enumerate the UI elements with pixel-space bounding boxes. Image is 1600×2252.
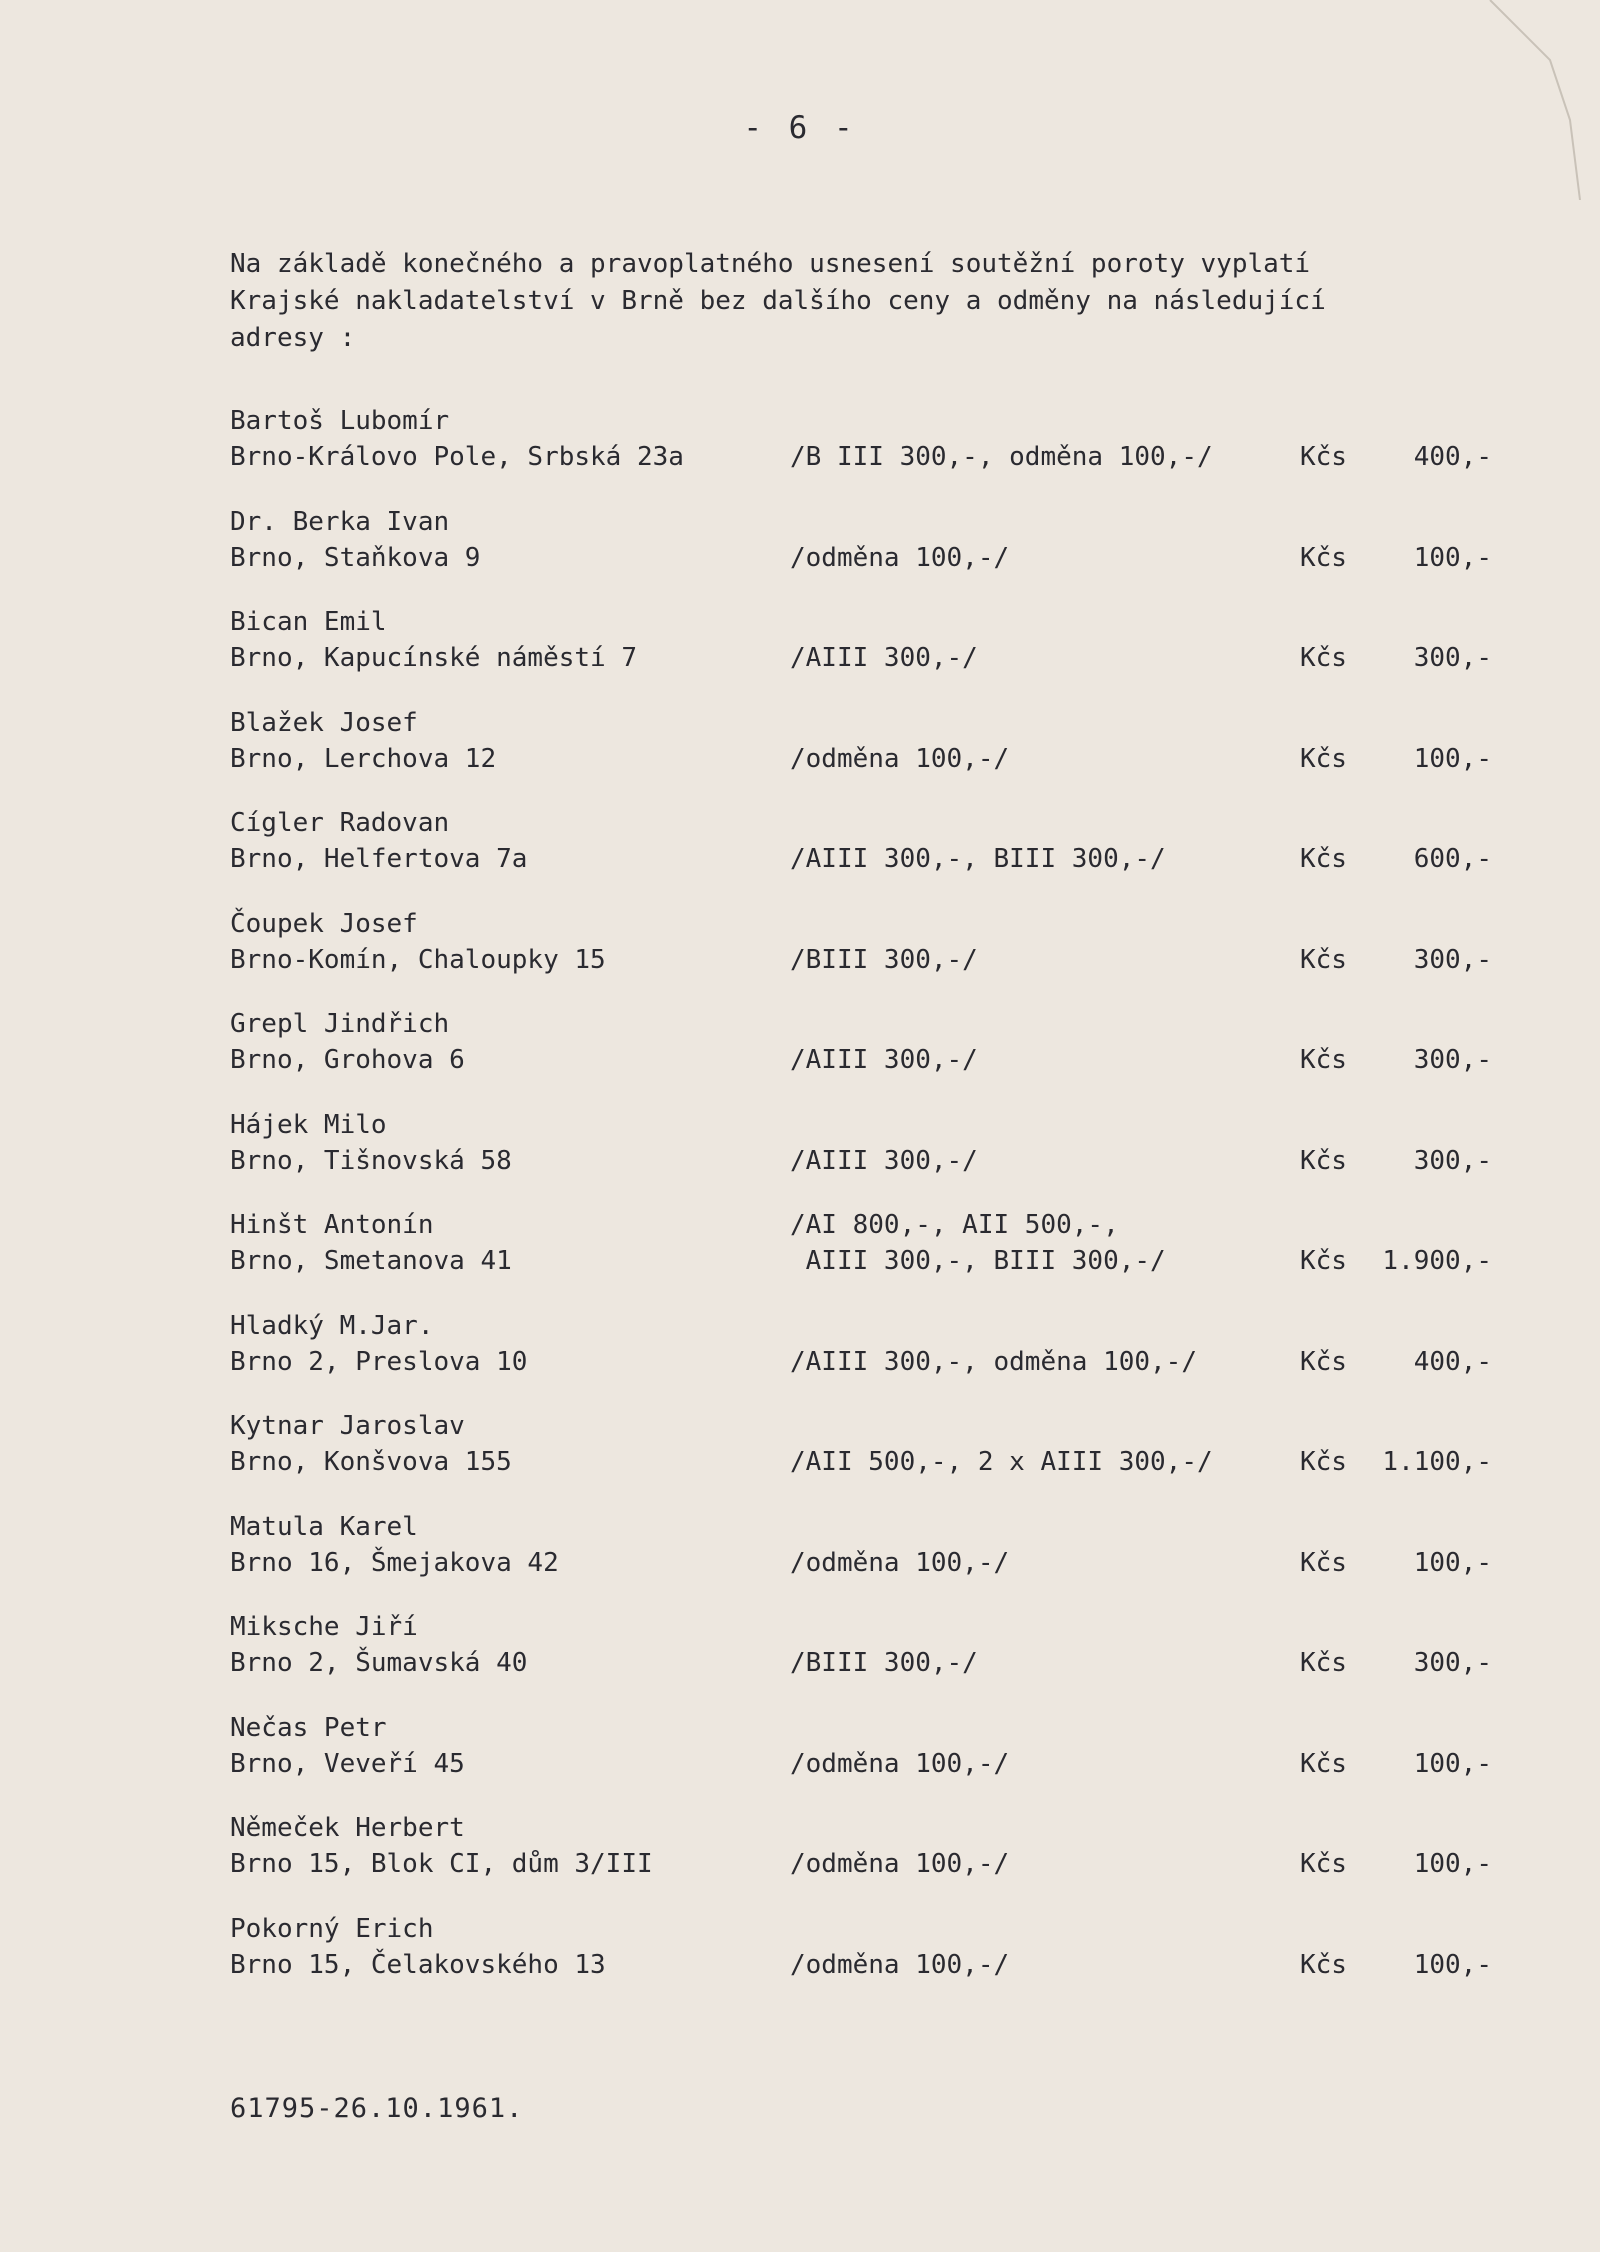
recipient-address: Brno, Tišnovská 58	[230, 1145, 512, 1176]
award-detail-line2: /odměna 100,-/	[790, 542, 1010, 573]
recipient-entry	[0, 1609, 1600, 1693]
recipient-address: Brno 15, Čelakovského 13	[230, 1949, 606, 1980]
currency-label: Kčs	[1300, 442, 1347, 472]
recipient-name: Blažek Josef	[230, 707, 418, 738]
award-amount: 100,-	[1413, 1547, 1492, 1578]
award-detail-line2: /B III 300,-, odměna 100,-/	[790, 442, 1213, 472]
recipient-entry	[0, 403, 1600, 487]
recipient-address: Brno 2, Šumavská 40	[230, 1648, 528, 1678]
award-detail-line2: /odměna 100,-/	[790, 1748, 1010, 1779]
recipient-name: Matula Karel	[230, 1511, 418, 1542]
currency-label: Kčs	[1300, 1748, 1347, 1779]
currency-label: Kčs	[1300, 643, 1347, 673]
recipient-name: Hinšt Antonín	[230, 1210, 434, 1240]
recipient-name: Cígler Radovan	[230, 808, 450, 838]
recipient-address: Brno-Královo Pole, Srbská 23a	[230, 442, 684, 472]
award-amount: 1.900,-	[1382, 1246, 1492, 1276]
page-fold-mark	[1480, 0, 1600, 200]
recipient-address: Brno 15, Blok CI, dům 3/III	[230, 1849, 653, 1879]
currency-label: Kčs	[1300, 1346, 1347, 1377]
recipient-address: Brno, Kapucínské náměstí 7	[230, 643, 637, 673]
recipient-entry	[0, 1207, 1600, 1291]
recipient-address: Brno 2, Preslova 10	[230, 1346, 528, 1377]
award-detail-line2: /AIII 300,-/	[790, 1145, 978, 1176]
currency-label: Kčs	[1300, 1648, 1347, 1678]
recipient-name: Čoupek Josef	[230, 908, 418, 939]
recipient-entry	[0, 504, 1600, 588]
recipient-address: Brno 16, Šmejakova 42	[230, 1547, 559, 1578]
award-amount: 100,-	[1413, 1849, 1492, 1879]
recipient-address: Brno, Konšvova 155	[230, 1447, 512, 1477]
recipient-entry	[0, 1710, 1600, 1794]
recipient-address: Brno, Lerchova 12	[230, 743, 497, 774]
award-detail-line2: /odměna 100,-/	[790, 743, 1010, 774]
award-detail-line2: /odměna 100,-/	[790, 1949, 1010, 1980]
currency-label: Kčs	[1300, 1145, 1347, 1176]
recipient-name: Kytnar Jaroslav	[230, 1411, 465, 1441]
currency-label: Kčs	[1300, 743, 1347, 774]
recipient-address: Brno, Staňkova 9	[230, 542, 481, 573]
award-amount: 300,-	[1413, 944, 1492, 975]
recipient-entry	[0, 1509, 1600, 1593]
recipient-entry	[0, 1006, 1600, 1090]
recipient-address: Brno, Smetanova 41	[230, 1246, 512, 1276]
intro-paragraph: Na základě konečného a pravoplatného usnesení soutěžní poroty vyplatí Krajské nakladatelství v Brně bez dalšího ceny a odměny na následující adresy :	[230, 249, 1326, 353]
award-amount: 600,-	[1413, 844, 1492, 874]
currency-label: Kčs	[1300, 1547, 1347, 1578]
recipient-address: Brno-Komín, Chaloupky 15	[230, 944, 606, 975]
currency-label: Kčs	[1300, 1949, 1347, 1980]
recipient-name: Grepl Jindřich	[230, 1009, 450, 1039]
currency-label: Kčs	[1300, 844, 1347, 874]
recipient-name: Hladký M.Jar.	[230, 1310, 434, 1341]
award-detail-line2: /AIII 300,-/	[790, 643, 978, 673]
award-amount: 400,-	[1413, 442, 1492, 472]
recipient-entry	[0, 1911, 1600, 1995]
recipient-name: Pokorný Erich	[230, 1913, 434, 1944]
award-detail-line2: /odměna 100,-/	[790, 1849, 1010, 1879]
recipient-name: Bartoš Lubomír	[230, 406, 450, 436]
award-detail-line2: /AII 500,-, 2 x AIII 300,-/	[790, 1447, 1213, 1477]
recipient-address: Brno, Helfertova 7a	[230, 844, 528, 874]
award-detail-line2: /AIII 300,-, BIII 300,-/	[790, 844, 1166, 874]
award-detail-line2: /BIII 300,-/	[790, 944, 978, 975]
award-amount: 300,-	[1413, 1648, 1492, 1678]
award-amount: 300,-	[1413, 1145, 1492, 1176]
recipient-name: Hájek Milo	[230, 1109, 387, 1140]
recipient-name: Miksche Jiří	[230, 1612, 418, 1642]
recipient-entry	[0, 1408, 1600, 1492]
currency-label: Kčs	[1300, 542, 1347, 573]
award-amount: 100,-	[1413, 1748, 1492, 1779]
currency-label: Kčs	[1300, 1045, 1347, 1075]
award-detail-line2: /BIII 300,-/	[790, 1648, 978, 1678]
recipient-name: Nečas Petr	[230, 1712, 387, 1743]
award-amount: 400,-	[1413, 1346, 1492, 1377]
recipient-entry	[0, 1107, 1600, 1191]
award-amount: 100,-	[1413, 1949, 1492, 1980]
recipient-name: Bican Emil	[230, 607, 387, 637]
award-detail-line2: /AIII 300,-, odměna 100,-/	[790, 1346, 1197, 1377]
award-amount: 300,-	[1413, 1045, 1492, 1075]
page-number: - 6 -	[743, 110, 857, 146]
currency-label: Kčs	[1300, 1849, 1347, 1879]
award-amount: 100,-	[1413, 542, 1492, 573]
recipient-entry	[0, 604, 1600, 688]
award-amount: 300,-	[1413, 643, 1492, 673]
recipient-entry	[0, 1308, 1600, 1392]
recipient-entry	[0, 805, 1600, 889]
recipient-entry	[0, 1810, 1600, 1894]
recipient-address: Brno, Grohova 6	[230, 1045, 465, 1075]
award-amount: 100,-	[1413, 743, 1492, 774]
currency-label: Kčs	[1300, 1246, 1347, 1276]
award-detail-line2: /odměna 100,-/	[790, 1547, 1010, 1578]
award-detail-line2: AIII 300,-, BIII 300,-/	[790, 1246, 1166, 1276]
recipient-entry	[0, 906, 1600, 990]
document-code: 61795-26.10.1961.	[230, 2093, 524, 2124]
currency-label: Kčs	[1300, 1447, 1347, 1477]
currency-label: Kčs	[1300, 944, 1347, 975]
recipient-name: Dr. Berka Ivan	[230, 506, 450, 537]
recipient-name: Němeček Herbert	[230, 1813, 465, 1843]
recipient-entry	[0, 705, 1600, 789]
award-detail-line1: /AI 800,-, AII 500,-,	[790, 1210, 1119, 1240]
award-detail-line2: /AIII 300,-/	[790, 1045, 978, 1075]
award-amount: 1.100,-	[1382, 1447, 1492, 1477]
recipient-address: Brno, Veveří 45	[230, 1748, 465, 1779]
